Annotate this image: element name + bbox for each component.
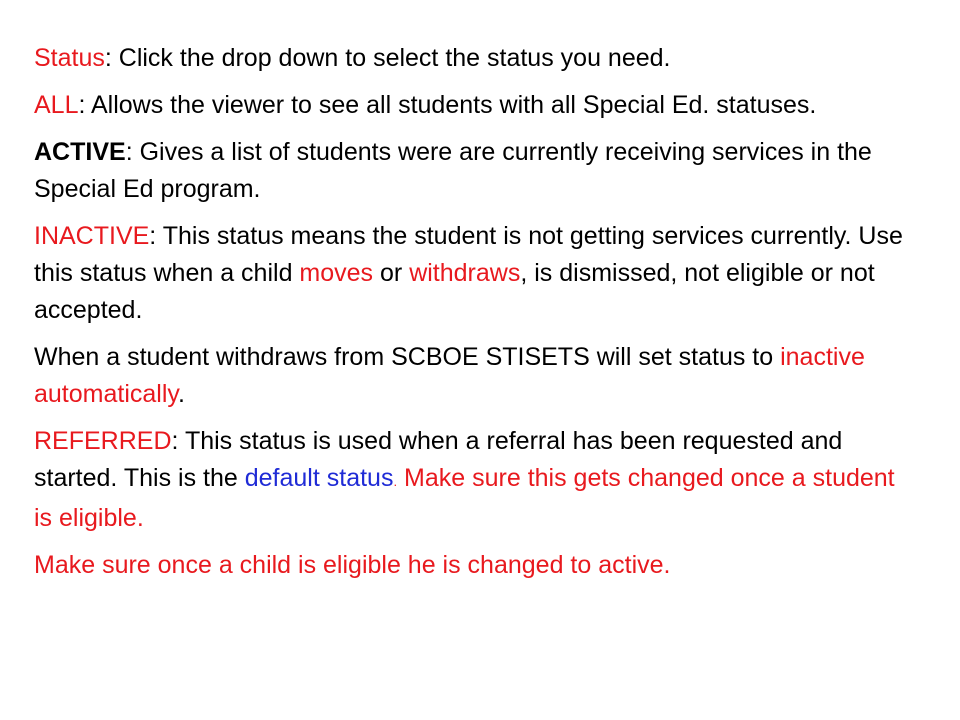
inactive-automatically-highlight: inactive automatically bbox=[34, 343, 865, 408]
final-note: Make sure once a child is eligible he is changed to active. bbox=[34, 551, 671, 579]
paragraph-all bbox=[34, 87, 914, 124]
moves-highlight: moves bbox=[299, 259, 374, 287]
referred-reminder: Make sure this gets changed once a student is eligible. bbox=[34, 464, 895, 532]
term-all: ALL bbox=[34, 91, 79, 119]
active-description: : Gives a list of students were are currently receiving services in the Special Ed program. bbox=[34, 138, 872, 203]
paragraph-referred bbox=[34, 423, 914, 537]
paragraph-withdraw-note bbox=[34, 339, 914, 413]
status-description: : Click the drop down to select the status you need. bbox=[104, 44, 671, 72]
withdraw-note-1: When a student withdraws from SCBOE STISETS will set status to bbox=[34, 343, 781, 371]
default-status-period: . bbox=[393, 474, 398, 489]
paragraph-inactive bbox=[34, 218, 914, 329]
inactive-description-1: : This status means the student is not getting services currently. Use this status when a child bbox=[34, 222, 903, 287]
paragraph-status bbox=[34, 40, 914, 77]
term-referred: REFERRED bbox=[34, 427, 172, 455]
withdraws-highlight: withdraws bbox=[409, 259, 521, 287]
all-description: : Allows the viewer to see all students with all Special Ed. statuses. bbox=[78, 91, 817, 119]
term-active: ACTIVE bbox=[34, 138, 126, 166]
default-status-highlight: default status bbox=[244, 464, 394, 492]
paragraph-active bbox=[34, 134, 914, 208]
inactive-description-3: , is dismissed, not eligible or not accepted. bbox=[34, 259, 875, 324]
paragraph-final-note bbox=[34, 547, 914, 584]
withdraw-note-2: . bbox=[178, 380, 185, 408]
slide-content bbox=[34, 40, 914, 594]
referred-description: : This status is used when a referral has been requested and started. This is the bbox=[34, 427, 843, 492]
term-status: Status bbox=[34, 44, 105, 72]
term-inactive: INACTIVE bbox=[34, 222, 150, 250]
inactive-description-2: or bbox=[373, 259, 410, 287]
